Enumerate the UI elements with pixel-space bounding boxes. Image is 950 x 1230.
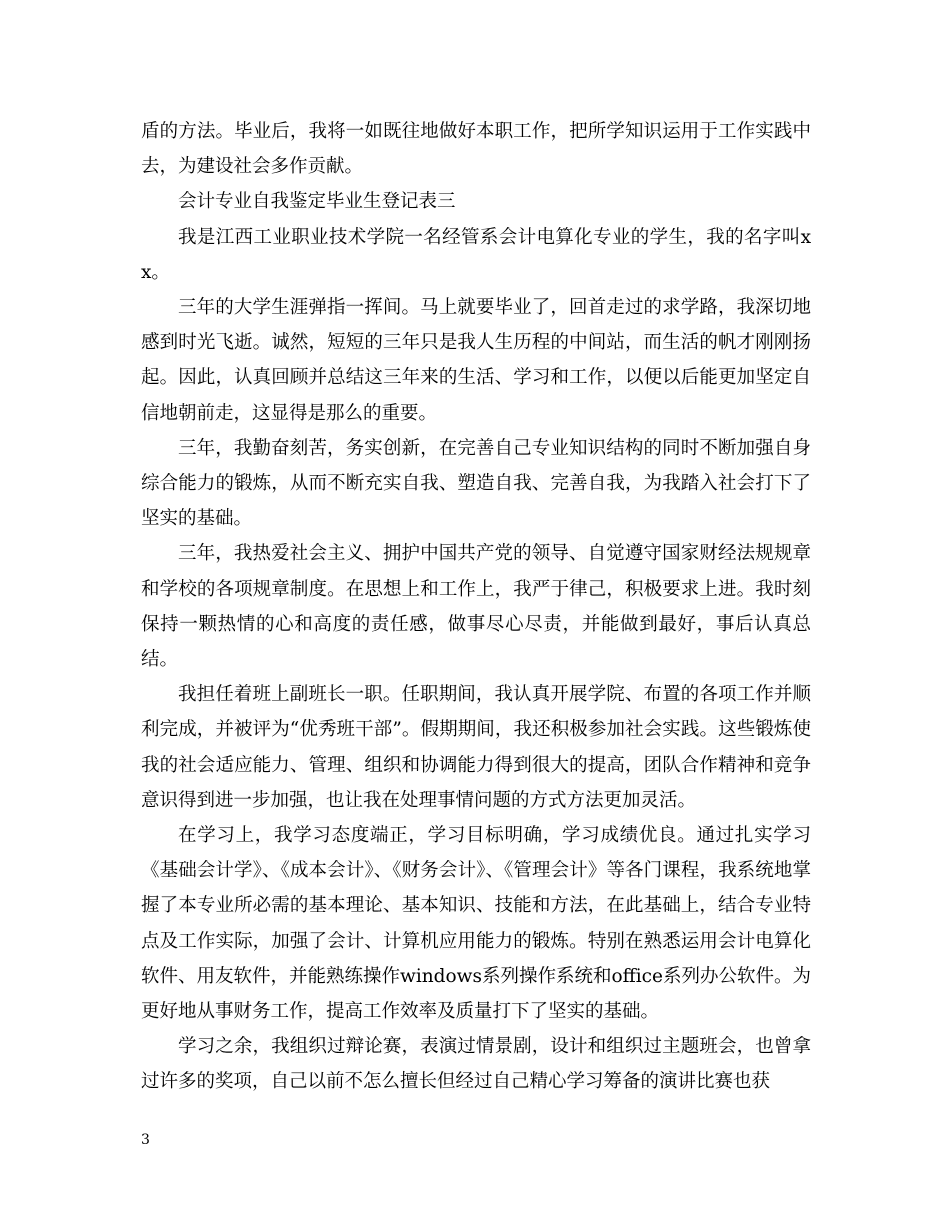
paragraph-4: 三年的大学生涯弹指一挥间。马上就要毕业了，回首走过的求学路，我深切地感到时光飞逝。诚然，短短的三年只是我人生历程的中间站，而生活的帆才刚刚扬起。因此，认真回顾并总结这三年来的生活、学习和工作，以便以后能更加坚定自信地朝前走，这显得是那么的重要。 bbox=[141, 297, 811, 424]
paragraph-5: 三年，我勤奋刻苦，务实创新，在完善自己专业知识结构的同时不断加强自身综合能力的锻炼，从而不断充实自我、塑造自我、完善自我，为我踏入社会打下了坚实的基础。 bbox=[141, 437, 811, 530]
paragraph-7: 我担任着班上副班长一职。任职期间，我认真开展学院、布置的各项工作并顺利完成，并被评为“优秀班干部”。假期期间，我还积极参加社会实践。这些锻炼使我的社会适应能力、管理、组织和协调能力得到很大的提高，团队合作精神和竞争意识得到进一步加强，也让我在处理事情问题的方式方法更加灵活。 bbox=[141, 684, 811, 811]
paragraph-9: 学习之余，我组织过辩论赛，表演过情景剧，设计和组织过主题班会，也曾拿过许多的奖项，自己以前不怎么擅长但经过自己精心学习筹备的演讲比赛也获 bbox=[141, 1036, 811, 1093]
paragraph-6: 三年，我热爱社会主义、拥护中国共产党的领导、自觉遵守国家财经法规规章和学校的各项规章制度。在思想上和工作上，我严于律己，积极要求上进。我时刻保持一颗热情的心和高度的责任感，做事尽心尽责，并能做到最好，事后认真总结。 bbox=[141, 543, 811, 671]
paragraph-2-heading: 会计专业自我鉴定毕业生登记表三 bbox=[178, 191, 456, 213]
paragraph-8: 在学习上，我学习态度端正，学习目标明确，学习成绩优良。通过扎实学习《基础会计学》、《成本会计》、《财务会计》、《管理会计》等各门课程，我系统地掌握了本专业所必需的基本理论、基本知识、技能和方法，在此基础上，结合专业特点及工作实际，加强了会计、计算机应用能力的锻炼。特别在熟悉运用会计电算化软件、用友软件，并能熟练操作windows系列操作系统和office系列办公软件。为更好地从事财务工作，提高工作效率及质量打下了坚实的基础。 bbox=[141, 825, 811, 1023]
document-body bbox=[141, 114, 811, 1100]
page-number: 3 bbox=[141, 1132, 150, 1148]
paragraph-3: 我是江西工业职业技术学院一名经管系会计电算化专业的学生，我的名字叫xx。 bbox=[141, 226, 811, 283]
paragraph-1: 盾的方法。毕业后，我将一如既往地做好本职工作，把所学知识运用于工作实践中去，为建设社会多作贡献。 bbox=[141, 121, 811, 178]
